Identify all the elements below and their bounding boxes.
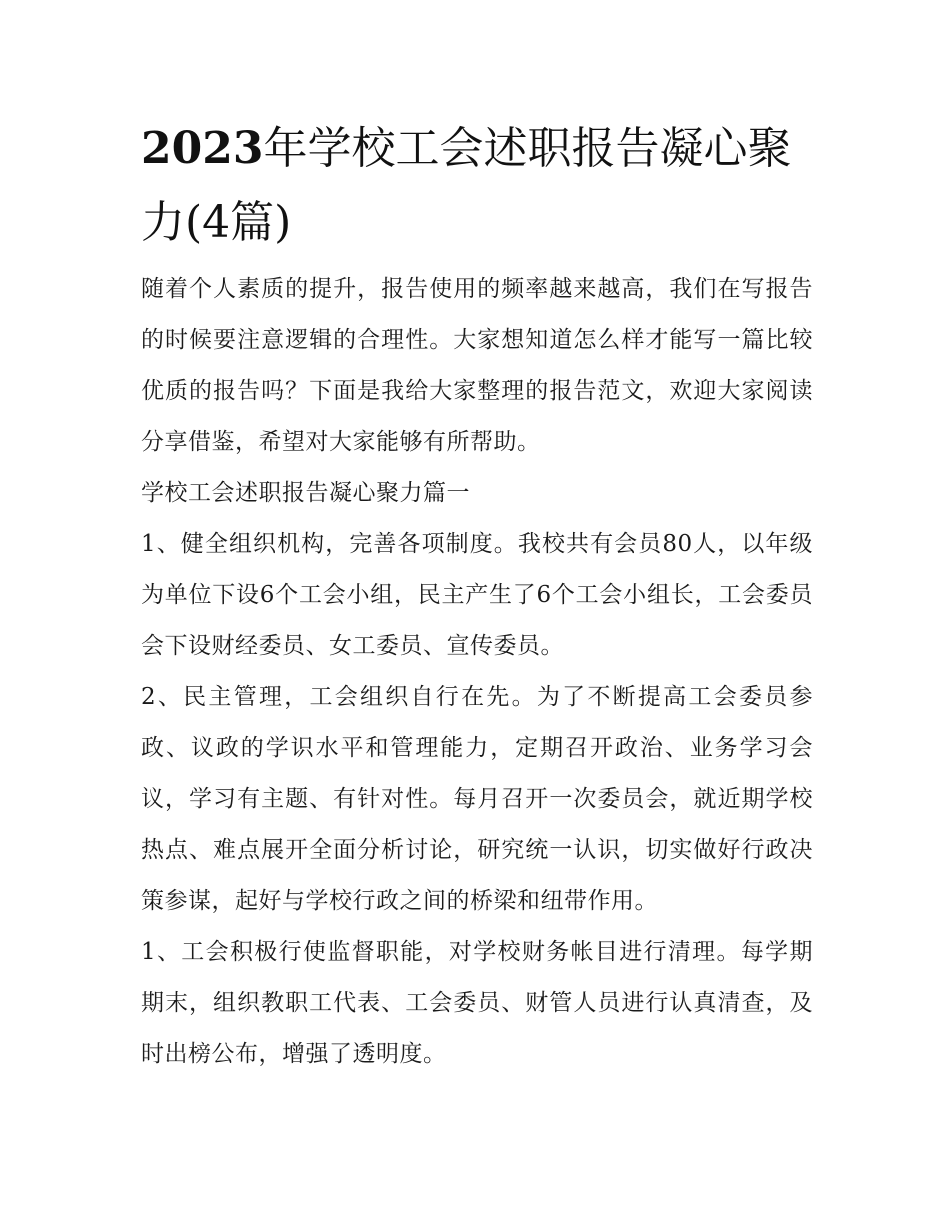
title-text: 年学校工会述职报告凝心聚力(4篇)	[141, 123, 792, 248]
document-title	[141, 112, 813, 260]
document-content	[141, 112, 813, 1080]
title-year: 2023	[141, 123, 264, 174]
body-paragraph: 1、工会积极行使监督职能，对学校财务帐目进行清理。每学期期末，组织教职工代表、工会委员、财管人员进行认真清查，及时出榜公布，增强了透明度。	[141, 939, 813, 1067]
section-heading: 学校工会述职报告凝心聚力篇一	[141, 480, 470, 506]
intro-paragraph: 随着个人素质的提升，报告使用的频率越来越高，我们在写报告的时候要注意逻辑的合理性。大家想知道怎么样才能写一篇比较优质的报告吗？下面是我给大家整理的报告范文，欢迎大家阅读分享借鉴，希望对大家能够有所帮助。	[141, 276, 813, 455]
body-paragraph: 2、民主管理，工会组织自行在先。为了不断提高工会委员参政、议政的学识水平和管理能力，定期召开政治、业务学习会议，学习有主题、有针对性。每月召开一次委员会，就近期学校热点、难点展开全面分析讨论，研究统一认识，切实做好行政决策参谋，起好与学校行政之间的桥梁和纽带作用。	[141, 684, 813, 914]
body-paragraph: 1、健全组织机构，完善各项制度。我校共有会员80人，以年级为单位下设6个工会小组，民主产生了6个工会小组长，工会委员会下设财经委员、女工委员、宣传委员。	[141, 531, 813, 659]
